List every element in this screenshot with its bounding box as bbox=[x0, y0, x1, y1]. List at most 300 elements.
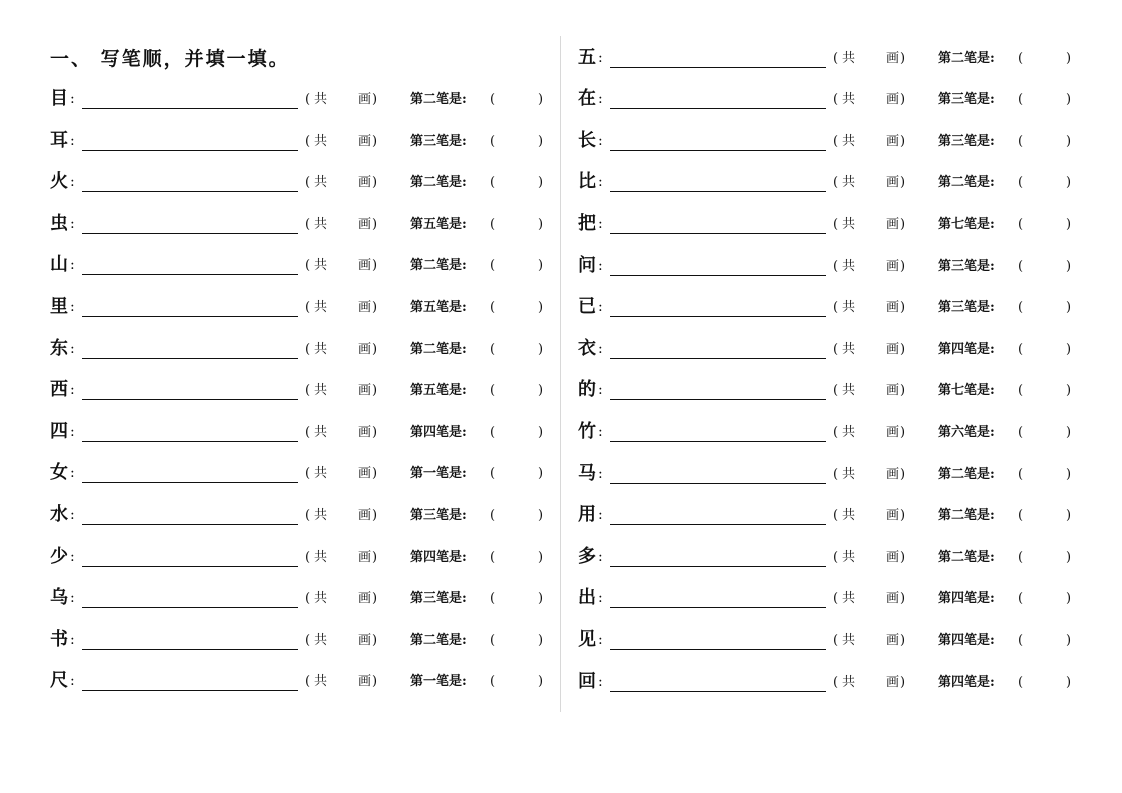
count-close-paren: ) bbox=[372, 300, 378, 315]
answer-close-paren: ) bbox=[1066, 175, 1072, 191]
colon: : bbox=[598, 49, 603, 66]
total-label: 共 bbox=[314, 591, 328, 607]
colon: : bbox=[598, 340, 603, 357]
strokes-unit-label: 画 bbox=[358, 466, 372, 482]
count-close-paren: ) bbox=[900, 175, 906, 191]
answer-close-paren: ) bbox=[1066, 258, 1072, 274]
total-label: 共 bbox=[842, 424, 856, 440]
stroke-order-blank[interactable] bbox=[610, 108, 826, 109]
stroke-order-blank[interactable] bbox=[610, 691, 826, 692]
colon: : bbox=[70, 631, 75, 648]
count-open-paren: ( bbox=[833, 549, 839, 565]
count-close-paren: ) bbox=[900, 674, 906, 690]
strokes-unit-label: 画 bbox=[358, 341, 372, 357]
stroke-question-label: 第二笔是: bbox=[938, 466, 995, 482]
answer-open-paren: ( bbox=[490, 383, 496, 399]
count-close-paren: ) bbox=[900, 92, 906, 108]
colon: : bbox=[598, 673, 603, 690]
colon: : bbox=[598, 215, 603, 232]
exercise-row-right_column-7 bbox=[578, 294, 1078, 320]
colon: : bbox=[70, 465, 75, 482]
target-character: 用 bbox=[578, 504, 596, 526]
count-close-paren: ) bbox=[372, 341, 378, 357]
target-character: 长 bbox=[578, 129, 596, 151]
answer-open-paren: ( bbox=[1018, 341, 1024, 357]
stroke-question-label: 第七笔是: bbox=[938, 216, 995, 232]
target-character: 四 bbox=[50, 420, 68, 442]
stroke-order-blank[interactable] bbox=[82, 690, 298, 691]
strokes-unit-label: 画 bbox=[358, 300, 372, 315]
answer-open-paren: ( bbox=[1018, 591, 1024, 607]
stroke-order-blank[interactable] bbox=[82, 566, 298, 567]
stroke-order-blank[interactable] bbox=[610, 566, 826, 567]
exercise-row-right_column-16 bbox=[578, 669, 1078, 695]
strokes-unit-label: 画 bbox=[886, 549, 900, 565]
answer-close-paren: ) bbox=[1066, 133, 1072, 149]
total-label: 共 bbox=[842, 632, 856, 648]
count-close-paren: ) bbox=[372, 466, 378, 482]
answer-close-paren: ) bbox=[1066, 424, 1072, 440]
stroke-question-label: 第五笔是: bbox=[410, 383, 467, 399]
strokes-unit-label: 画 bbox=[358, 549, 372, 565]
exercise-row-right_column-13 bbox=[578, 544, 1078, 570]
answer-close-paren: ) bbox=[538, 508, 544, 523]
answer-open-paren: ( bbox=[1018, 175, 1024, 191]
count-open-paren: ( bbox=[305, 632, 311, 648]
answer-close-paren: ) bbox=[538, 300, 544, 315]
colon: : bbox=[70, 174, 75, 191]
stroke-question-label: 第四笔是: bbox=[938, 591, 995, 607]
count-close-paren: ) bbox=[372, 674, 378, 690]
count-open-paren: ( bbox=[305, 258, 311, 274]
total-label: 共 bbox=[314, 466, 328, 482]
stroke-question-label: 第三笔是: bbox=[938, 92, 995, 108]
strokes-unit-label: 画 bbox=[886, 133, 900, 149]
total-label: 共 bbox=[842, 341, 856, 357]
stroke-order-blank[interactable] bbox=[82, 233, 298, 234]
stroke-question-label: 第三笔是: bbox=[938, 258, 995, 274]
count-open-paren: ( bbox=[305, 300, 311, 315]
answer-open-paren: ( bbox=[1018, 258, 1024, 274]
answer-open-paren: ( bbox=[1018, 674, 1024, 690]
total-label: 共 bbox=[314, 674, 328, 690]
colon: : bbox=[598, 507, 603, 524]
strokes-unit-label: 画 bbox=[886, 632, 900, 648]
count-close-paren: ) bbox=[900, 341, 906, 357]
exercise-row-right_column-11 bbox=[578, 461, 1078, 487]
strokes-unit-label: 画 bbox=[358, 92, 372, 107]
total-label: 共 bbox=[842, 175, 856, 191]
total-label: 共 bbox=[842, 133, 856, 149]
target-character: 竹 bbox=[578, 420, 596, 442]
stroke-question-label: 第四笔是: bbox=[938, 674, 995, 690]
stroke-question-label: 第二笔是: bbox=[938, 50, 995, 66]
colon: : bbox=[598, 590, 603, 607]
stroke-question-label: 第五笔是: bbox=[410, 300, 467, 315]
count-open-paren: ( bbox=[305, 175, 311, 191]
answer-close-paren: ) bbox=[1066, 591, 1072, 607]
stroke-question-label: 第五笔是: bbox=[410, 216, 467, 232]
count-open-paren: ( bbox=[833, 591, 839, 607]
colon: : bbox=[598, 423, 603, 440]
answer-open-paren: ( bbox=[490, 92, 496, 107]
answer-close-paren: ) bbox=[538, 341, 544, 357]
colon: : bbox=[70, 257, 75, 274]
answer-open-paren: ( bbox=[490, 632, 496, 648]
exercise-row-left_column-13 bbox=[50, 585, 550, 611]
exercise-row-left_column-11 bbox=[50, 502, 550, 528]
colon: : bbox=[598, 382, 603, 399]
total-label: 共 bbox=[314, 508, 328, 523]
strokes-unit-label: 画 bbox=[358, 424, 372, 440]
target-character: 虫 bbox=[50, 212, 68, 234]
strokes-unit-label: 画 bbox=[358, 258, 372, 274]
colon: : bbox=[598, 132, 603, 149]
target-character: 已 bbox=[578, 296, 596, 318]
total-label: 共 bbox=[314, 216, 328, 232]
count-open-paren: ( bbox=[833, 175, 839, 191]
exercise-row-right_column-6 bbox=[578, 253, 1078, 279]
exercise-row-right_column-3 bbox=[578, 128, 1078, 154]
count-close-paren: ) bbox=[900, 424, 906, 440]
stroke-order-blank[interactable] bbox=[610, 67, 826, 68]
stroke-question-label: 第四笔是: bbox=[938, 341, 995, 357]
total-label: 共 bbox=[842, 591, 856, 607]
answer-open-paren: ( bbox=[490, 175, 496, 191]
answer-open-paren: ( bbox=[1018, 508, 1024, 524]
stroke-question-label: 第二笔是: bbox=[410, 258, 467, 274]
target-character: 西 bbox=[50, 379, 68, 401]
stroke-order-blank[interactable] bbox=[82, 191, 298, 192]
total-label: 共 bbox=[842, 300, 856, 316]
stroke-question-label: 第四笔是: bbox=[938, 632, 995, 648]
stroke-order-blank[interactable] bbox=[610, 150, 826, 151]
exercise-row-right_column-5 bbox=[578, 211, 1078, 237]
colon: : bbox=[598, 174, 603, 191]
exercise-row-right_column-2 bbox=[578, 86, 1078, 112]
count-open-paren: ( bbox=[833, 632, 839, 648]
target-character: 回 bbox=[578, 670, 596, 692]
target-character: 见 bbox=[578, 628, 596, 650]
target-character: 乌 bbox=[50, 587, 68, 609]
target-character: 五 bbox=[578, 46, 596, 68]
count-close-paren: ) bbox=[900, 50, 906, 66]
stroke-order-blank[interactable] bbox=[610, 399, 826, 400]
total-label: 共 bbox=[314, 549, 328, 565]
answer-open-paren: ( bbox=[490, 508, 496, 523]
target-character: 衣 bbox=[578, 337, 596, 359]
strokes-unit-label: 画 bbox=[886, 591, 900, 607]
count-open-paren: ( bbox=[305, 674, 311, 690]
answer-open-paren: ( bbox=[1018, 300, 1024, 316]
exercise-row-left_column-7 bbox=[50, 336, 550, 362]
answer-open-paren: ( bbox=[490, 258, 496, 274]
answer-close-paren: ) bbox=[1066, 466, 1072, 482]
answer-open-paren: ( bbox=[490, 216, 496, 232]
count-close-paren: ) bbox=[372, 258, 378, 274]
exercise-row-right_column-1 bbox=[578, 45, 1078, 71]
count-close-paren: ) bbox=[372, 383, 378, 399]
answer-open-paren: ( bbox=[490, 424, 496, 440]
stroke-order-blank[interactable] bbox=[610, 191, 826, 192]
strokes-unit-label: 画 bbox=[886, 175, 900, 191]
answer-open-paren: ( bbox=[490, 341, 496, 357]
stroke-order-blank[interactable] bbox=[610, 316, 826, 317]
stroke-question-label: 第三笔是: bbox=[938, 133, 995, 149]
answer-open-paren: ( bbox=[1018, 50, 1024, 66]
answer-close-paren: ) bbox=[1066, 300, 1072, 316]
count-open-paren: ( bbox=[305, 92, 311, 107]
stroke-order-blank[interactable] bbox=[610, 483, 826, 484]
answer-open-paren: ( bbox=[490, 300, 496, 315]
count-open-paren: ( bbox=[305, 549, 311, 565]
stroke-question-label: 第三笔是: bbox=[938, 300, 995, 316]
exercise-row-right_column-15 bbox=[578, 627, 1078, 653]
answer-close-paren: ) bbox=[538, 632, 544, 648]
answer-open-paren: ( bbox=[490, 591, 496, 607]
target-character: 出 bbox=[578, 587, 596, 609]
strokes-unit-label: 画 bbox=[886, 466, 900, 482]
total-label: 共 bbox=[842, 92, 856, 108]
count-close-paren: ) bbox=[900, 632, 906, 648]
colon: : bbox=[70, 91, 75, 107]
stroke-question-label: 第四笔是: bbox=[410, 549, 467, 565]
stroke-order-blank[interactable] bbox=[82, 607, 298, 608]
colon: : bbox=[598, 631, 603, 648]
strokes-unit-label: 画 bbox=[358, 508, 372, 523]
exercise-row-left_column-6 bbox=[50, 294, 550, 320]
colon: : bbox=[70, 507, 75, 523]
answer-close-paren: ) bbox=[538, 175, 544, 191]
answer-open-paren: ( bbox=[1018, 424, 1024, 440]
total-label: 共 bbox=[314, 341, 328, 357]
target-character: 目 bbox=[50, 88, 68, 109]
answer-close-paren: ) bbox=[538, 674, 544, 690]
count-open-paren: ( bbox=[833, 466, 839, 482]
exercise-row-left_column-5 bbox=[50, 252, 550, 278]
colon: : bbox=[598, 91, 603, 108]
stroke-question-label: 第二笔是: bbox=[410, 175, 467, 191]
stroke-question-label: 第二笔是: bbox=[938, 549, 995, 565]
answer-open-paren: ( bbox=[1018, 92, 1024, 108]
stroke-question-label: 第二笔是: bbox=[410, 632, 467, 648]
stroke-order-blank[interactable] bbox=[610, 441, 826, 442]
total-label: 共 bbox=[842, 549, 856, 565]
count-open-paren: ( bbox=[305, 424, 311, 440]
total-label: 共 bbox=[314, 632, 328, 648]
count-close-paren: ) bbox=[900, 549, 906, 565]
answer-open-paren: ( bbox=[1018, 216, 1024, 232]
total-label: 共 bbox=[314, 300, 328, 315]
colon: : bbox=[70, 382, 75, 399]
count-open-paren: ( bbox=[833, 133, 839, 149]
total-label: 共 bbox=[842, 508, 856, 524]
stroke-question-label: 第七笔是: bbox=[938, 383, 995, 399]
count-open-paren: ( bbox=[833, 424, 839, 440]
answer-close-paren: ) bbox=[538, 133, 544, 149]
colon: : bbox=[598, 257, 603, 274]
exercise-row-right_column-14 bbox=[578, 585, 1078, 611]
strokes-unit-label: 画 bbox=[886, 341, 900, 357]
answer-close-paren: ) bbox=[1066, 341, 1072, 357]
exercise-row-left_column-12 bbox=[50, 544, 550, 570]
exercise-row-left_column-4 bbox=[50, 211, 550, 237]
stroke-question-label: 第三笔是: bbox=[410, 133, 467, 149]
strokes-unit-label: 画 bbox=[886, 383, 900, 399]
total-label: 共 bbox=[842, 216, 856, 232]
count-open-paren: ( bbox=[833, 258, 839, 274]
exercise-row-left_column-3 bbox=[50, 169, 550, 195]
target-character: 女 bbox=[50, 462, 68, 484]
colon: : bbox=[70, 340, 75, 357]
stroke-order-blank[interactable] bbox=[610, 358, 826, 359]
count-close-paren: ) bbox=[372, 92, 378, 107]
count-close-paren: ) bbox=[372, 133, 378, 149]
stroke-order-blank[interactable] bbox=[610, 275, 826, 276]
count-close-paren: ) bbox=[900, 216, 906, 232]
stroke-order-blank[interactable] bbox=[82, 649, 298, 650]
count-close-paren: ) bbox=[372, 508, 378, 523]
stroke-question-label: 第四笔是: bbox=[410, 424, 467, 440]
exercise-row-right_column-10 bbox=[578, 419, 1078, 445]
strokes-unit-label: 画 bbox=[886, 424, 900, 440]
stroke-order-blank[interactable] bbox=[610, 649, 826, 650]
stroke-order-blank[interactable] bbox=[82, 274, 298, 275]
stroke-order-blank[interactable] bbox=[82, 358, 298, 359]
answer-close-paren: ) bbox=[1066, 674, 1072, 690]
answer-close-paren: ) bbox=[1066, 92, 1072, 108]
exercise-row-left_column-10 bbox=[50, 460, 550, 486]
answer-close-paren: ) bbox=[1066, 383, 1072, 399]
strokes-unit-label: 画 bbox=[358, 383, 372, 399]
count-open-paren: ( bbox=[305, 341, 311, 357]
strokes-unit-label: 画 bbox=[358, 216, 372, 232]
stroke-order-blank[interactable] bbox=[82, 524, 298, 525]
answer-close-paren: ) bbox=[538, 92, 544, 107]
count-close-paren: ) bbox=[900, 383, 906, 399]
stroke-order-blank[interactable] bbox=[82, 316, 298, 317]
target-character: 多 bbox=[578, 545, 596, 567]
answer-close-paren: ) bbox=[538, 383, 544, 399]
colon: : bbox=[598, 548, 603, 565]
answer-open-paren: ( bbox=[1018, 549, 1024, 565]
answer-close-paren: ) bbox=[1066, 508, 1072, 524]
total-label: 共 bbox=[314, 92, 328, 107]
answer-close-paren: ) bbox=[1066, 216, 1072, 232]
target-character: 的 bbox=[578, 379, 596, 401]
target-character: 山 bbox=[50, 254, 68, 276]
exercise-row-left_column-2 bbox=[50, 128, 550, 154]
count-open-paren: ( bbox=[833, 508, 839, 524]
colon: : bbox=[70, 548, 75, 565]
total-label: 共 bbox=[842, 383, 856, 399]
stroke-order-blank[interactable] bbox=[610, 233, 826, 234]
target-character: 火 bbox=[50, 171, 68, 193]
stroke-order-blank[interactable] bbox=[82, 482, 298, 483]
colon: : bbox=[70, 132, 75, 149]
count-close-paren: ) bbox=[900, 591, 906, 607]
stroke-question-label: 第六笔是: bbox=[938, 424, 995, 440]
total-label: 共 bbox=[314, 424, 328, 440]
stroke-order-blank[interactable] bbox=[610, 524, 826, 525]
stroke-order-blank[interactable] bbox=[610, 607, 826, 608]
answer-open-paren: ( bbox=[1018, 133, 1024, 149]
count-open-paren: ( bbox=[833, 674, 839, 690]
count-close-paren: ) bbox=[372, 632, 378, 648]
stroke-question-label: 第二笔是: bbox=[410, 92, 467, 107]
target-character: 尺 bbox=[50, 670, 68, 692]
answer-open-paren: ( bbox=[490, 133, 496, 149]
colon: : bbox=[70, 590, 75, 607]
colon: : bbox=[70, 299, 75, 315]
total-label: 共 bbox=[314, 175, 328, 191]
target-character: 马 bbox=[578, 462, 596, 484]
total-label: 共 bbox=[314, 258, 328, 274]
target-character: 东 bbox=[50, 337, 68, 359]
count-close-paren: ) bbox=[372, 591, 378, 607]
stroke-order-blank[interactable] bbox=[82, 108, 298, 109]
target-character: 里 bbox=[50, 296, 68, 317]
stroke-question-label: 第三笔是: bbox=[410, 508, 467, 523]
answer-close-paren: ) bbox=[538, 591, 544, 607]
column-divider bbox=[560, 36, 561, 712]
answer-open-paren: ( bbox=[490, 549, 496, 565]
count-close-paren: ) bbox=[372, 549, 378, 565]
count-open-paren: ( bbox=[305, 216, 311, 232]
answer-close-paren: ) bbox=[538, 549, 544, 565]
answer-open-paren: ( bbox=[1018, 466, 1024, 482]
stroke-order-blank[interactable] bbox=[82, 441, 298, 442]
stroke-question-label: 第二笔是: bbox=[410, 341, 467, 357]
stroke-question-label: 第二笔是: bbox=[938, 508, 995, 524]
count-open-paren: ( bbox=[305, 133, 311, 149]
stroke-question-label: 第一笔是: bbox=[410, 674, 467, 690]
answer-close-paren: ) bbox=[538, 258, 544, 274]
answer-close-paren: ) bbox=[538, 424, 544, 440]
colon: : bbox=[598, 299, 603, 316]
stroke-order-blank[interactable] bbox=[82, 150, 298, 151]
answer-close-paren: ) bbox=[538, 216, 544, 232]
target-character: 比 bbox=[578, 171, 596, 193]
target-character: 在 bbox=[578, 88, 596, 110]
colon: : bbox=[70, 423, 75, 440]
count-close-paren: ) bbox=[900, 133, 906, 149]
exercise-row-left_column-9 bbox=[50, 419, 550, 445]
answer-close-paren: ) bbox=[1066, 632, 1072, 648]
answer-open-paren: ( bbox=[1018, 632, 1024, 648]
exercise-row-left_column-15 bbox=[50, 668, 550, 694]
total-label: 共 bbox=[314, 133, 328, 149]
answer-open-paren: ( bbox=[490, 674, 496, 690]
strokes-unit-label: 画 bbox=[358, 632, 372, 648]
total-label: 共 bbox=[842, 258, 856, 274]
exercise-row-left_column-8 bbox=[50, 377, 550, 403]
exercise-row-right_column-4 bbox=[578, 169, 1078, 195]
worksheet-title: 一、 写笔顺，并填一填。 bbox=[50, 48, 290, 70]
strokes-unit-label: 画 bbox=[358, 133, 372, 149]
count-close-paren: ) bbox=[900, 258, 906, 274]
count-close-paren: ) bbox=[372, 216, 378, 232]
target-character: 少 bbox=[50, 545, 68, 567]
strokes-unit-label: 画 bbox=[358, 674, 372, 690]
stroke-question-label: 第一笔是: bbox=[410, 466, 467, 482]
strokes-unit-label: 画 bbox=[886, 258, 900, 274]
exercise-row-right_column-9 bbox=[578, 377, 1078, 403]
count-close-paren: ) bbox=[900, 466, 906, 482]
stroke-order-blank[interactable] bbox=[82, 399, 298, 400]
strokes-unit-label: 画 bbox=[886, 92, 900, 108]
colon: : bbox=[70, 215, 75, 232]
